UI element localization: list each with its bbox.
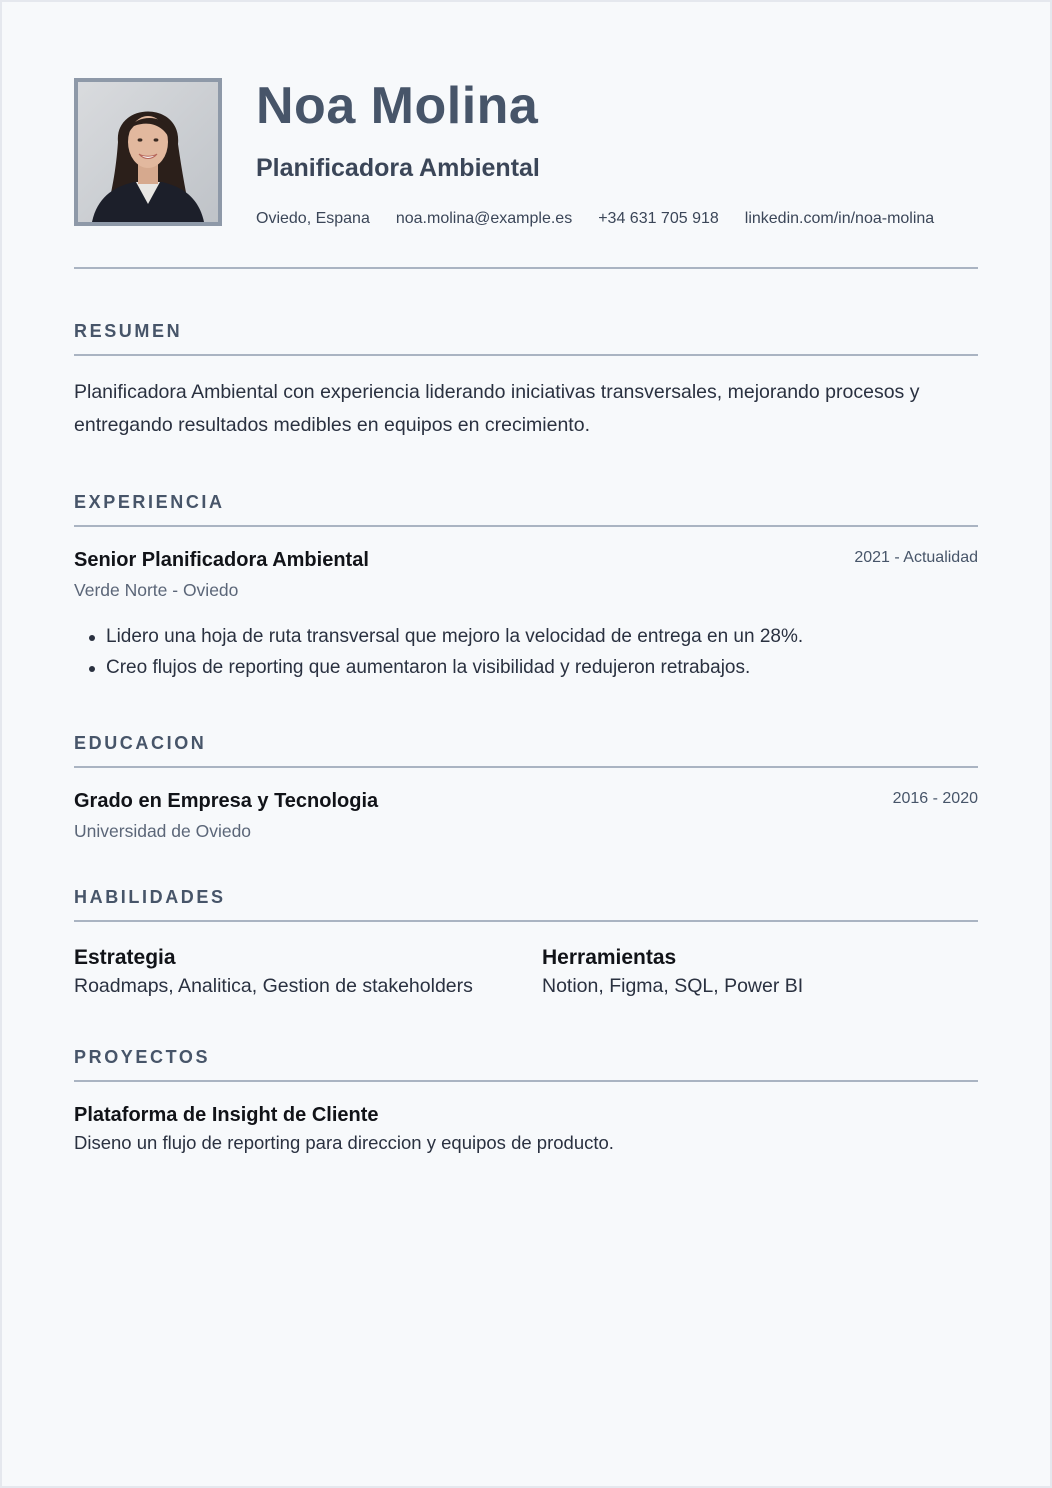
section-resumen bbox=[74, 321, 978, 442]
section-proyectos bbox=[74, 1047, 978, 1153]
project-entry bbox=[74, 1104, 978, 1153]
job-title: Senior Planificadora Ambiental bbox=[74, 549, 369, 571]
skill-group-name: Estrategia bbox=[74, 946, 176, 969]
section-divider bbox=[74, 1080, 978, 1082]
resume-header bbox=[74, 78, 978, 226]
candidate-title: Planificadora Ambiental bbox=[256, 154, 540, 182]
contact-location: Oviedo, Espana bbox=[256, 210, 370, 227]
education-entry-header bbox=[74, 790, 978, 812]
school-name: Universidad de Oviedo bbox=[74, 821, 252, 841]
header-divider bbox=[74, 267, 978, 269]
job-achievements bbox=[74, 621, 978, 683]
contact-line bbox=[256, 210, 934, 228]
section-divider bbox=[74, 920, 978, 922]
header-text bbox=[256, 78, 934, 226]
section-divider bbox=[74, 525, 978, 527]
job-company: Verde Norte - Oviedo bbox=[74, 580, 239, 600]
summary-text: Planificadora Ambiental con experiencia liderando iniciativas transversales, mejorando procesos y entregando resultados medibles en equipos en crecimiento. bbox=[74, 381, 920, 436]
skill-group-items: Roadmaps, Analitica, Gestion de stakeholders bbox=[74, 975, 473, 997]
section-heading: HABILIDADES bbox=[74, 887, 226, 907]
skill-group-name: Herramientas bbox=[542, 946, 677, 969]
section-heading: RESUMEN bbox=[74, 321, 183, 341]
education-entry bbox=[74, 790, 978, 841]
experience-entry bbox=[74, 549, 978, 683]
section-divider bbox=[74, 354, 978, 356]
contact-email[interactable]: noa.molina@example.es bbox=[395, 210, 573, 227]
skill-group-items: Notion, Figma, SQL, Power BI bbox=[542, 975, 804, 997]
section-heading: EDUCACION bbox=[74, 733, 207, 753]
portrait-image bbox=[78, 82, 218, 222]
experience-entry-header bbox=[74, 549, 978, 571]
contact-phone[interactable]: +34 631 705 918 bbox=[598, 210, 719, 227]
skills-grid bbox=[74, 946, 978, 997]
section-divider bbox=[74, 766, 978, 768]
job-dates: 2021 - Actualidad bbox=[854, 549, 978, 566]
degree-title: Grado en Empresa y Tecnologia bbox=[74, 790, 379, 812]
skill-group bbox=[542, 946, 978, 997]
achievement-item: Creo flujos de reporting que aumentaron la visibilidad y redujeron retrabajos. bbox=[74, 652, 978, 683]
achievement-item: Lidero una hoja de ruta transversal que mejoro la velocidad de entrega en un 28%. bbox=[74, 621, 978, 652]
section-heading: EXPERIENCIA bbox=[74, 492, 225, 512]
resume-document bbox=[74, 78, 978, 1153]
section-educacion bbox=[74, 733, 978, 841]
education-dates: 2016 - 2020 bbox=[892, 790, 978, 807]
project-name: Plataforma de Insight de Cliente bbox=[74, 1104, 379, 1126]
contact-linkedin[interactable]: linkedin.com/in/noa-molina bbox=[744, 210, 935, 227]
project-description: Diseno un flujo de reporting para direccion y equipos de producto. bbox=[74, 1132, 614, 1153]
skill-group bbox=[74, 946, 542, 997]
section-experiencia bbox=[74, 492, 978, 683]
section-habilidades bbox=[74, 887, 978, 997]
profile-photo bbox=[74, 78, 222, 226]
candidate-name: Noa Molina bbox=[256, 77, 539, 135]
section-heading: PROYECTOS bbox=[74, 1047, 211, 1067]
